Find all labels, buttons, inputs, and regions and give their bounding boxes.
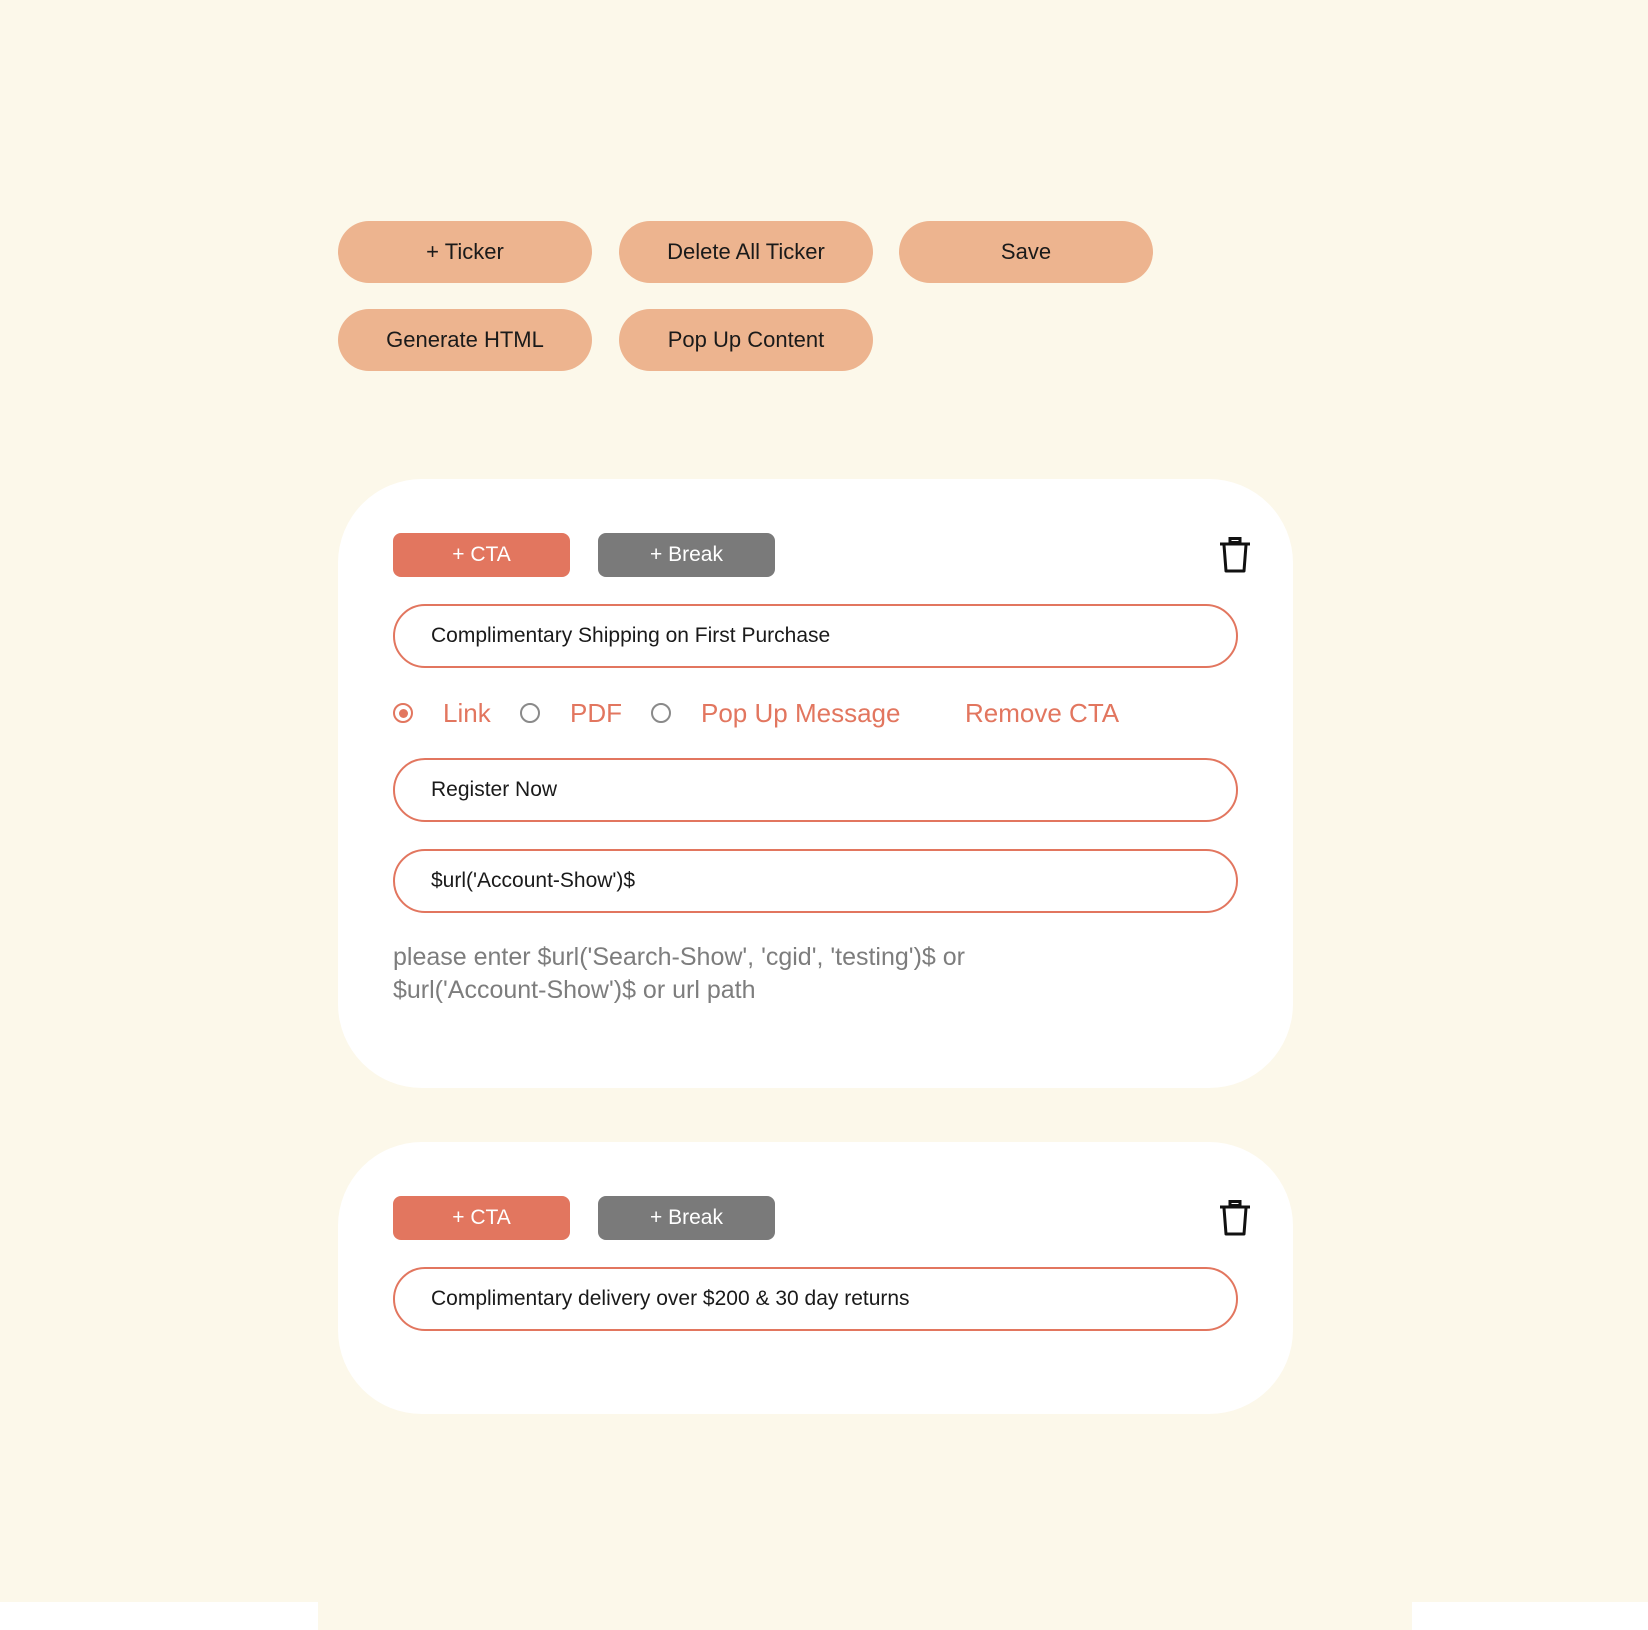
remove-cta-link[interactable]: Remove CTA xyxy=(965,698,1120,728)
add-cta-button[interactable]: + CTA xyxy=(393,1196,570,1240)
cta-type-pdf-radio[interactable] xyxy=(520,703,540,723)
add-ticker-button[interactable]: + Ticker xyxy=(338,221,592,283)
generate-html-button[interactable]: Generate HTML xyxy=(338,309,592,371)
add-cta-button[interactable]: + CTA xyxy=(393,533,570,577)
save-button[interactable]: Save xyxy=(899,221,1153,283)
cta-type-popup-label[interactable]: Pop Up Message xyxy=(701,698,901,728)
add-break-button[interactable]: + Break xyxy=(598,533,775,577)
cta-type-radio-group xyxy=(393,696,1238,730)
cta-type-pdf-label[interactable]: PDF xyxy=(570,698,622,728)
pop-up-content-button[interactable]: Pop Up Content xyxy=(619,309,873,371)
trash-icon[interactable] xyxy=(1219,1200,1251,1236)
page-background-footer xyxy=(318,1600,1412,1630)
ticker-card xyxy=(338,479,1293,1088)
delete-all-ticker-button[interactable]: Delete All Ticker xyxy=(619,221,873,283)
ticker-headline-input[interactable] xyxy=(393,1267,1238,1331)
trash-icon[interactable] xyxy=(1219,537,1251,573)
cta-type-link-label[interactable]: Link xyxy=(443,698,491,728)
cta-label-input[interactable] xyxy=(393,758,1238,822)
cta-url-input[interactable] xyxy=(393,849,1238,913)
cta-type-popup-radio[interactable] xyxy=(651,703,671,723)
cta-url-helper-text: please enter $url('Search-Show', 'cgid', 'testing')$ or $url('Account-Show')$ or url path xyxy=(393,943,965,1004)
add-break-button[interactable]: + Break xyxy=(598,1196,775,1240)
cta-type-link-radio[interactable] xyxy=(393,703,413,723)
ticker-headline-input[interactable] xyxy=(393,604,1238,668)
ticker-card xyxy=(338,1142,1293,1414)
